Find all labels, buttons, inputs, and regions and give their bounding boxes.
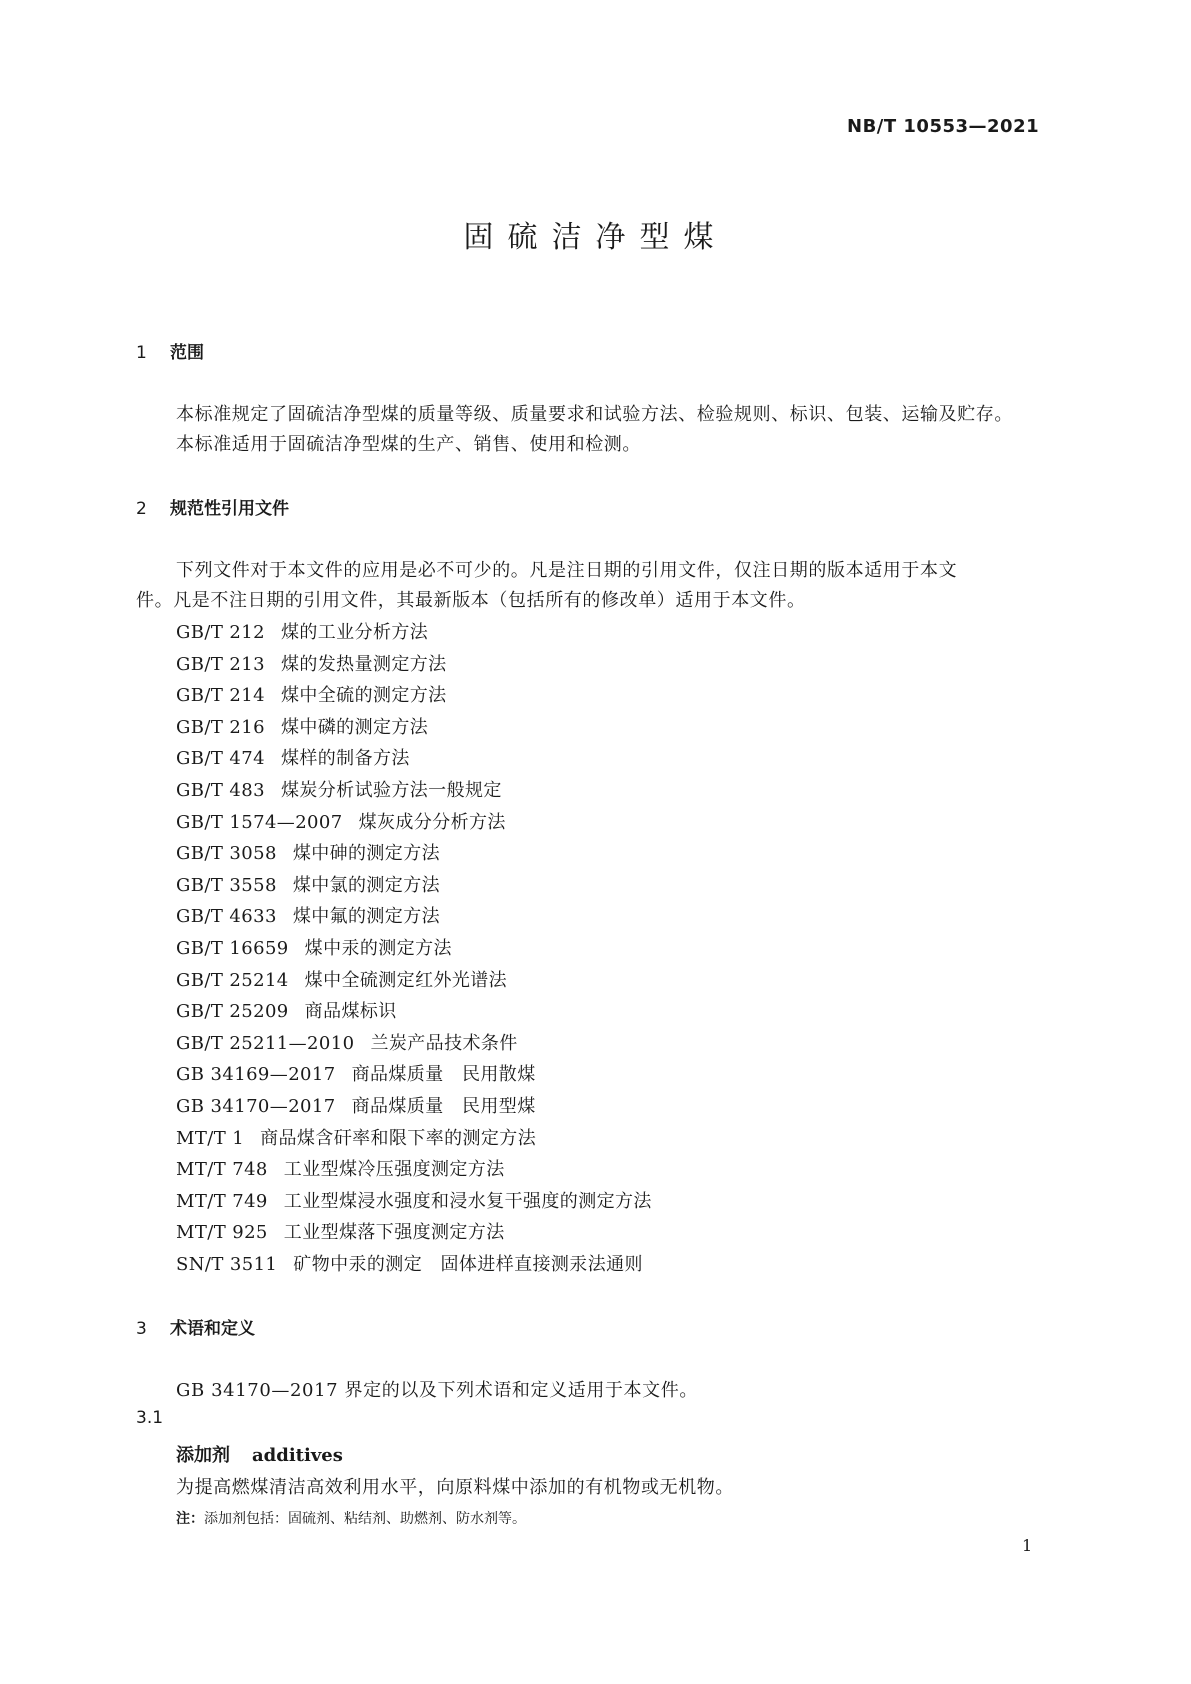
reference-title: 工业型煤冷压强度测定方法 bbox=[283, 1159, 505, 1181]
reference-item bbox=[176, 902, 440, 928]
term-number: 3.1 bbox=[136, 1408, 164, 1428]
page-number: 1 bbox=[1022, 1536, 1033, 1555]
reference-item bbox=[176, 1124, 536, 1150]
reference-title: 煤的工业分析方法 bbox=[280, 622, 429, 643]
standard-code: NB/T 10553—2021 bbox=[847, 116, 1040, 137]
section-number: 3 bbox=[136, 1319, 147, 1339]
reference-title: 煤样的制备方法 bbox=[280, 748, 410, 770]
reference-item bbox=[176, 1155, 505, 1181]
reference-title: 煤灰成分分析方法 bbox=[358, 811, 506, 833]
section-title: 范围 bbox=[170, 343, 204, 363]
reference-item bbox=[176, 934, 452, 960]
reference-item bbox=[176, 1029, 518, 1055]
section-title: 规范性引用文件 bbox=[170, 499, 289, 519]
note-text: 添加剂包括：固硫剂、粘结剂、助燃剂、防水剂等。 bbox=[204, 1511, 526, 1527]
reference-title: 煤炭分析试验方法一般规定 bbox=[280, 780, 502, 801]
reference-title: 商品煤标识 bbox=[304, 1001, 397, 1023]
term-chinese: 添加剂 bbox=[176, 1445, 230, 1466]
reference-item bbox=[176, 681, 447, 707]
reference-code: MT/T 925 bbox=[176, 1222, 268, 1244]
reference-title: 煤中砷的测定方法 bbox=[292, 843, 441, 865]
reference-item bbox=[176, 744, 410, 770]
reference-title: 煤中汞的测定方法 bbox=[304, 938, 452, 959]
reference-code: GB/T 25214 bbox=[176, 969, 289, 991]
reference-code: GB/T 1574—2007 bbox=[176, 811, 343, 833]
reference-code: MT/T 1 bbox=[176, 1127, 245, 1149]
reference-code: MT/T 749 bbox=[176, 1190, 268, 1212]
reference-code: GB/T 25209 bbox=[176, 1001, 289, 1023]
section-title: 术语和定义 bbox=[170, 1319, 255, 1339]
reference-title: 煤中氯的测定方法 bbox=[292, 874, 441, 896]
term-english: additives bbox=[252, 1445, 343, 1466]
reference-title: 商品煤质量 民用散煤 bbox=[351, 1064, 536, 1086]
reference-code: GB/T 3558 bbox=[176, 874, 277, 896]
reference-code: GB/T 3058 bbox=[176, 843, 277, 865]
note-label: 注： bbox=[176, 1511, 204, 1527]
reference-title: 工业型煤落下强度测定方法 bbox=[283, 1222, 505, 1244]
reference-item bbox=[176, 1060, 536, 1086]
reference-code: GB/T 216 bbox=[176, 716, 265, 738]
reference-code: GB/T 474 bbox=[176, 748, 265, 770]
reference-item bbox=[176, 618, 428, 644]
reference-code: GB/T 25211—2010 bbox=[176, 1032, 355, 1054]
reference-code: SN/T 3511 bbox=[176, 1254, 278, 1275]
reference-code: GB/T 16659 bbox=[176, 938, 289, 959]
reference-code: GB/T 212 bbox=[176, 622, 265, 643]
reference-code: GB/T 213 bbox=[176, 653, 265, 675]
reference-code: GB 34169—2017 bbox=[176, 1064, 336, 1086]
reference-title: 煤中全硫的测定方法 bbox=[280, 685, 447, 707]
reference-item bbox=[176, 1218, 505, 1244]
paragraph: 件。凡是不注日期的引用文件，其最新版本（包括所有的修改单）适用于本文件。 bbox=[136, 590, 806, 611]
term-definition: 为提高燃煤清洁高效利用水平，向原料煤中添加的有机物或无机物。 bbox=[176, 1477, 734, 1498]
reference-title: 商品煤含矸率和限下率的测定方法 bbox=[260, 1127, 537, 1149]
reference-item bbox=[176, 776, 502, 802]
section-1-heading bbox=[136, 338, 204, 363]
paragraph: 下列文件对于本文件的应用是必不可少的。凡是注日期的引用文件，仅注日期的版本适用于本文 bbox=[176, 560, 958, 581]
document-title: 固硫洁净型煤 bbox=[463, 220, 728, 255]
reference-title: 工业型煤浸水强度和浸水复干强度的测定方法 bbox=[283, 1190, 652, 1212]
reference-item bbox=[176, 1092, 536, 1118]
reference-item bbox=[176, 839, 440, 865]
reference-item bbox=[176, 808, 506, 834]
reference-title: 煤中氟的测定方法 bbox=[292, 906, 441, 928]
reference-item bbox=[176, 1250, 643, 1276]
reference-code: GB/T 483 bbox=[176, 780, 265, 801]
reference-title: 煤中全硫测定红外光谱法 bbox=[304, 969, 508, 991]
section-2-heading bbox=[136, 494, 289, 519]
reference-title: 兰炭产品技术条件 bbox=[370, 1032, 518, 1054]
paragraph: GB 34170—2017 界定的以及下列术语和定义适用于本文件。 bbox=[176, 1380, 698, 1401]
reference-title: 商品煤质量 民用型煤 bbox=[351, 1096, 536, 1117]
paragraph: 本标准适用于固硫洁净型煤的生产、销售、使用和检测。 bbox=[176, 434, 641, 455]
reference-item bbox=[176, 997, 397, 1023]
term-entry bbox=[176, 1441, 343, 1467]
section-3-heading bbox=[136, 1314, 255, 1339]
section-number: 1 bbox=[136, 343, 147, 363]
reference-item bbox=[176, 713, 428, 739]
reference-title: 煤的发热量测定方法 bbox=[280, 653, 447, 675]
note bbox=[176, 1508, 526, 1528]
section-number: 2 bbox=[136, 499, 147, 519]
reference-code: GB/T 214 bbox=[176, 685, 265, 707]
reference-code: GB/T 4633 bbox=[176, 906, 277, 928]
reference-code: MT/T 748 bbox=[176, 1159, 268, 1181]
reference-item bbox=[176, 966, 507, 992]
reference-item bbox=[176, 871, 440, 897]
reference-item bbox=[176, 1187, 652, 1213]
reference-title: 煤中磷的测定方法 bbox=[280, 716, 429, 738]
reference-title: 矿物中汞的测定 固体进样直接测汞法通则 bbox=[293, 1254, 643, 1275]
paragraph: 本标准规定了固硫洁净型煤的质量等级、质量要求和试验方法、检验规则、标识、包装、运输及贮存。 bbox=[176, 404, 1013, 425]
reference-code: GB 34170—2017 bbox=[176, 1096, 336, 1117]
reference-item bbox=[176, 650, 447, 676]
